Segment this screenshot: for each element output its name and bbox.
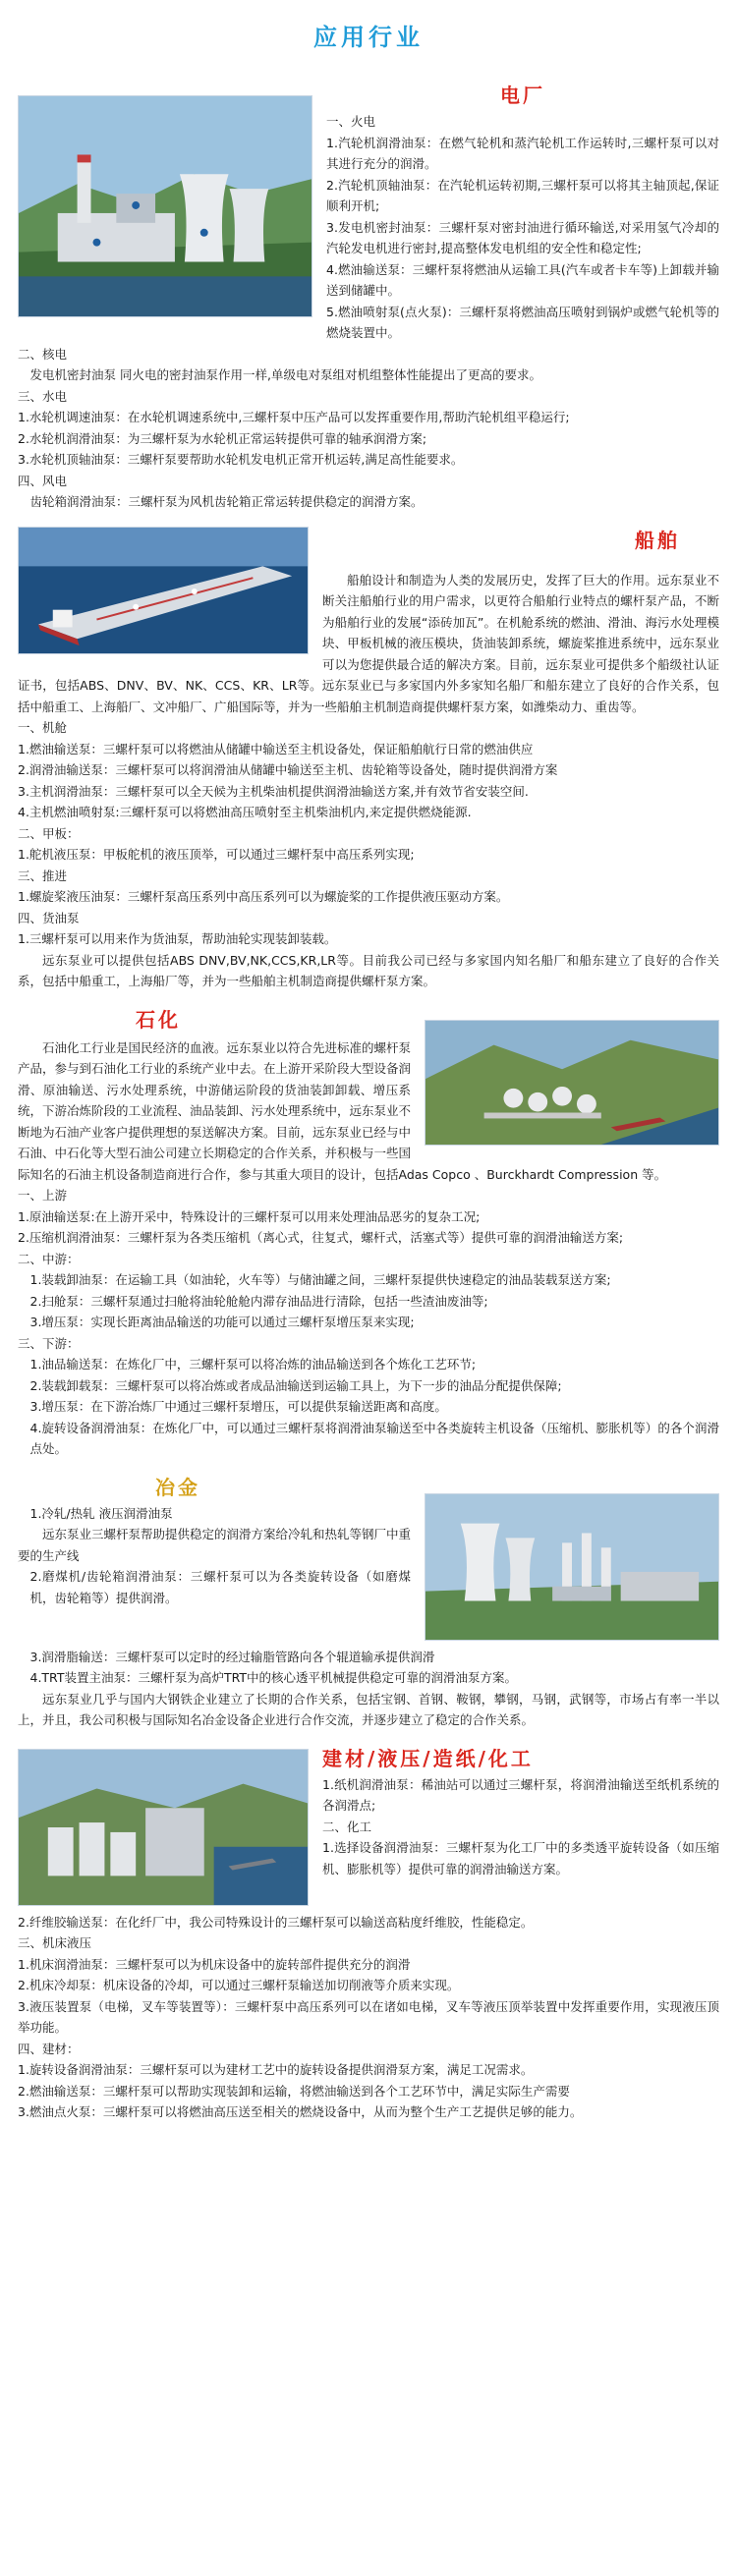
ship-image	[18, 527, 309, 654]
petrochemical-line: 三、下游：	[18, 1335, 80, 1351]
petrochemical-intro: 石油化工行业是国民经济的血液。远东泵业以符合先进标准的螺杆泵产品，参与到石油化工行业的系统产业中去。在上游开采阶段大型设备润滑、原油输送、污水处理系统，中游储运阶段的货油装卸卸载、增压系统，下游冶炼阶段的工业流程、油品装卸、污水处理系统中，远东泵业不断地为石油产业客户提供理想的泵送解决方案。目前，远东泵业已经与中石油、中石化等大型石油公司建立长期稳定的合作关系，并积极与一些国际知名的石油主机设备制造商进行合作，参与其重大项目的设计，包括Adas Copco 、Burckhardt Compression 等。	[18, 1039, 667, 1182]
metallurgy-image	[425, 1493, 719, 1641]
building-materials-image	[18, 1749, 309, 1906]
ship-line: 三、推进	[18, 868, 68, 883]
metallurgy-line: 3.润滑脂输送：三螺杆泵可以定时的经过输脂管路向各个辊道输承提供润滑	[29, 1649, 435, 1664]
power-plant-line: 3.水轮机顶轴油泵：三螺杆泵要帮助水轮机发电机正常开机运转,满足高性能要求。	[18, 452, 464, 468]
petrochemical-line: 1.原油输送泵:在上游开采中，特殊设计的三螺杆泵可以用来处理油品恶劣的复杂工况;	[18, 1208, 481, 1224]
building-materials-line: 2.机床冷却泵：机床设备的冷却，可以通过三螺杆泵输送加切削液等介质来实现。	[18, 1978, 460, 1993]
section-building-materials	[18, 1745, 719, 2123]
ship-line: 二、甲板：	[18, 825, 80, 841]
ship-intro: 船舶设计和制造为人类的发展历史，发挥了巨大的作用。远东泵业不断关注船舶行业的用户需求，以更符合船舶行业特点的螺杆泵产品，不断为船舶行业的发展“添砖加瓦”。在机舱系统的燃油、滑油、海污水处理模块、甲板机械的液压模块，货油装卸系统，螺旋桨推进系统中，远东泵业可以为您提供最合适的解决方案。目前，远东泵业可提供多个船级社认证证书，包括ABS、DNV、BV、NK、CCS、KR、LR等。远东泵业已与多家国内外多家知名船厂和船东建立了良好的合作关系，包括中船重工、上海船厂、文冲船厂、广船国际等，并为一些船舶主机制造商提供螺杆泵方案，如潍柴动力、重齿等。	[18, 572, 719, 714]
building-materials-line: 2.燃油输送泵：三螺杆泵可以帮助实现装卸和运输，将燃油输送到各个工艺环节中，满足实际生产需要	[18, 2083, 570, 2099]
building-materials-line: 2.纤维胶输送泵：在化纤厂中，我公司特殊设计的三螺杆泵可以输送高粘度纤维胶，性能稳定。	[18, 1914, 534, 1930]
ship-line: 一、机舱	[18, 720, 68, 736]
ship-line: 1.三螺杆泵可以用来作为货油泵，帮助油轮实现装卸装载。	[18, 931, 337, 947]
building-materials-line: 3.燃油点火泵：三螺杆泵可以将燃油高压送至相关的燃烧设备中，从而为整个生产工艺提供足够的能力。	[18, 2104, 583, 2120]
ship-line: 远东泵业可以提供包括ABS DNV,BV,NK,CCS,KR,LR等。目前我公司已经与多家国内知名船厂和船东建立了良好的合作关系，包括中船重工，上海船厂等，并为一些船舶主机制造商提供螺杆泵方案。	[18, 952, 719, 989]
petrochemical-line: 一、上游	[18, 1188, 68, 1204]
building-materials-title: 建材/液压/造纸/化工	[322, 1746, 534, 1770]
metallurgy-line: 1.冷轧/热轧 液压润滑油泵	[29, 1505, 173, 1521]
power-plant-line: 1.水轮机调速油泵：在水轮机调速系统中,三螺杆泵中压产品可以发挥重要作用,帮助汽轮机组平稳运行;	[18, 410, 570, 425]
power-plant-line: 2.水轮机润滑油泵：为三螺杆泵为水轮机正常运转提供可靠的轴承润滑方案;	[18, 430, 427, 446]
power-plant-line: 二、核电	[18, 346, 68, 362]
power-plant-image	[18, 95, 312, 317]
ship-line: 1.螺旋桨液压油泵：三螺杆泵高压系列中高压系列可以为螺旋桨的工作提供液压驱动方案。	[18, 889, 509, 905]
power-plant-illustration	[19, 96, 312, 316]
building-materials-line: 1.旋转设备润滑油泵：三螺杆泵可以为建材工艺中的旋转设备提供润滑泵方案，满足工况需求。	[18, 2062, 534, 2078]
building-materials-line: 1.机床润滑油泵：三螺杆泵可以为机床设备中的旋转部件提供充分的润滑	[18, 1956, 411, 1972]
building-materials-line: 二、化工	[322, 1819, 372, 1834]
building-materials-line: 四、建材：	[18, 2041, 80, 2056]
power-plant-title: 电厂	[500, 84, 545, 108]
section-ship	[18, 527, 719, 992]
petrochemical-line: 3.增压泵：实现长距离油品输送的功能可以通过三螺杆泵增压泵来实现;	[29, 1315, 415, 1330]
metallurgy-line: 4.TRT装置主油泵：三螺杆泵为高炉TRT中的核心透平机械提供稳定可靠的润滑油泵方案。	[29, 1670, 518, 1686]
metallurgy-line: 远东泵业几乎与国内大钢铁企业建立了长期的合作关系，包括宝钢、首钢、鞍钢，攀钢，马钢，武钢等，市场占有率一半以上，并且，我公司积极与国际知名冶金设备企业进行合作交流，并逐步建立了稳定的合作关系。	[18, 1691, 719, 1728]
petrochemical-line: 1.装载卸油泵：在运输工具（如油轮，火车等）与储油罐之间，三螺杆泵提供快速稳定的油品装载泵送方案;	[29, 1272, 611, 1288]
power-plant-line: 5.燃油喷射泵(点火泵)：三螺杆泵将燃油高压喷射到锅炉或燃气轮机等的燃烧装置中。	[326, 304, 719, 341]
building-materials-line: 3.液压装置泵（电梯，叉车等装置等）：三螺杆泵中高压系列可以在诸如电梯，叉车等液压顶举装置中发挥重要作用，实现液压顶举功能。	[18, 1998, 719, 2036]
petrochemical-line: 2.扫舱泵：三螺杆泵通过扫舱将油轮舱舱内滞存油品进行清除，包括一些渣油废油等;	[29, 1293, 488, 1309]
ship-line: 2.润滑油输送泵：三螺杆泵可以将润滑油从储罐中输送至主机、齿轮箱等设备处，随时提供润滑方案	[18, 762, 558, 778]
building-materials-line: 1.选择设备润滑油泵：三螺杆泵为化工厂中的多类透平旋转设备（如压缩机、膨胀机等）提供可靠的润滑油输送方案。	[322, 1840, 719, 1876]
ship-line: 1.舵机液压泵：甲板舵机的液压顶举，可以通过三螺杆泵中高压系列实现;	[18, 847, 415, 863]
power-plant-line: 1.汽轮机润滑油泵：在燃气轮机和蒸汽轮机工作运转时,三螺杆泵可以对其进行充分的润滑。	[326, 135, 719, 172]
power-plant-line: 三、水电	[18, 388, 68, 404]
ship-line: 四、货油泵	[18, 910, 80, 925]
petrochemical-line: 1.油品输送泵：在炼化厂中，三螺杆泵可以将冶炼的油品输送到各个炼化工艺环节;	[29, 1357, 477, 1372]
petrochemical-line: 2.装载卸载泵：三螺杆泵可以将冶炼或者成品油输送到运输工具上，为下一步的油品分配提供保障;	[29, 1377, 562, 1393]
power-plant-line: 四、风电	[18, 473, 68, 488]
petrochemical-title: 石化	[136, 1007, 181, 1032]
metallurgy-line: 2.磨煤机/齿轮箱润滑油泵：三螺杆泵可以为各类旋转设备（如磨煤机，齿轮箱等）提供润滑。	[29, 1569, 411, 1605]
section-metallurgy	[18, 1474, 719, 1731]
metallurgy-illustration	[425, 1494, 718, 1640]
ship-illustration	[19, 528, 308, 653]
power-plant-line: 一、火电	[326, 114, 376, 130]
power-plant-line: 齿轮箱润滑油泵：三螺杆泵为风机齿轮箱正常运转提供稳定的润滑方案。	[29, 494, 424, 510]
petrochemical-image	[425, 1020, 719, 1146]
petrochemical-line: 3.增压泵：在下游冶炼厂中通过三螺杆泵增压，可以提供泵输送距离和高度。	[29, 1399, 447, 1415]
ship-line: 3.主机润滑油泵：三螺杆泵可以全天候为主机柴油机提供润滑油输送方案,并有效节省安装空间.	[18, 783, 529, 799]
section-petrochemical	[18, 1006, 719, 1460]
petrochemical-line: 4.旋转设备润滑油泵：在炼化厂中，可以通过三螺杆泵将润滑油泵输送至中各类旋转主机设备（压缩机、膨胀机等）的各个润滑点处。	[29, 1420, 719, 1457]
metallurgy-title: 冶金	[155, 1475, 200, 1499]
power-plant-line: 3.发电机密封油泵：三螺杆泵对密封油进行循环输送,对采用氢气冷却的汽轮发电机进行密封,提高整体发电机组的安全性和稳定性;	[326, 219, 719, 256]
building-materials-line: 1.纸机润滑油泵：稀油站可以通过三螺杆泵，将润滑油输送至纸机系统的各润滑点;	[322, 1776, 719, 1814]
power-plant-line: 2.汽轮机顶轴油泵：在汽轮机运转初期,三螺杆泵可以将其主轴顶起,保证顺利开机;	[326, 177, 719, 214]
power-plant-line: 4.燃油输送泵：三螺杆泵将燃油从运输工具(汽车或者卡车等)上卸载并输送到储罐中。	[326, 261, 719, 299]
power-plant-line: 发电机密封油泵 同火电的密封油泵作用一样,单级电对泵组对机组整体性能提出了更高的要求。	[29, 367, 541, 383]
section-power-plant	[18, 82, 719, 513]
page-title: 应用行业	[313, 24, 424, 51]
ship-title: 船舶	[635, 528, 680, 552]
metallurgy-line: 远东泵业三螺杆泵帮助提供稳定的润滑方案给冷轧和热轧等钢厂中重要的生产线	[18, 1527, 412, 1563]
petrochemical-illustration	[425, 1021, 718, 1145]
building-materials-line: 三、机床液压	[18, 1935, 92, 1951]
building-materials-illustration	[19, 1750, 308, 1905]
ship-line: 4.主机燃油喷射泵:三螺杆泵可以将燃油高压喷射至主机柴油机内,来定提供燃烧能源.	[18, 805, 472, 820]
petrochemical-line: 二、中游：	[18, 1251, 80, 1266]
ship-line: 1.燃油输送泵：三螺杆泵可以将燃油从储罐中输送至主机设备处，保证船舶航行日常的燃油供应	[18, 741, 534, 756]
petrochemical-line: 2.压缩机润滑油泵：三螺杆泵为各类压缩机（离心式，往复式，螺杆式，活塞式等）提供可靠的润滑油输送方案;	[18, 1230, 624, 1246]
